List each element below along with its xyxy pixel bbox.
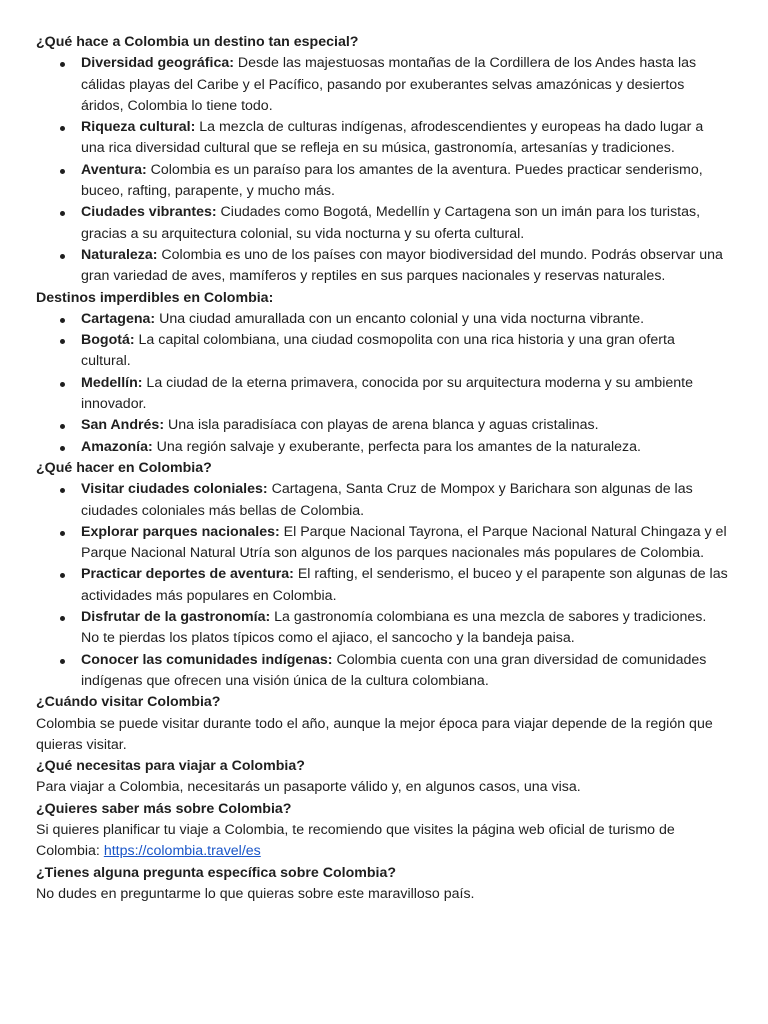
section-heading-destinations: Destinos imperdibles en Colombia:	[36, 289, 274, 306]
list-item	[81, 437, 728, 458]
item-term: Medellín:	[81, 374, 143, 391]
section-heading-special: ¿Qué hace a Colombia un destino tan especial?	[36, 34, 359, 50]
item-term: Riqueza cultural:	[81, 119, 196, 136]
item-term: Disfrutar de la gastronomía:	[81, 609, 271, 626]
item-text: La gastronomía colombiana es una mezcla de sabores y tradiciones. No te pierdas los platos típicos como el ajiaco, el sancocho y la bandeja paisa.	[81, 609, 707, 647]
list-item	[81, 564, 728, 607]
list-item	[81, 202, 728, 245]
item-text: Colombia es un paraíso para los amantes de la aventura. Puedes practicar senderismo, buceo, rafting, parapente, y mucho más.	[81, 161, 703, 200]
list-item	[81, 309, 728, 330]
item-term: Diversidad geográfica:	[81, 55, 234, 72]
list-item	[81, 245, 728, 288]
tourism-website-link[interactable]: https://colombia.travel/es	[103, 843, 261, 860]
more-paragraph	[36, 820, 728, 863]
item-term: Ciudades vibrantes:	[81, 204, 217, 221]
list-item	[81, 117, 728, 160]
activities-list	[36, 479, 728, 692]
item-text: Una región salvaje y exuberante, perfecta para los amantes de la naturaleza.	[152, 438, 641, 455]
destinations-list	[36, 309, 728, 458]
item-term: San Andrés:	[81, 417, 165, 434]
item-term: Conocer las comunidades indígenas:	[81, 651, 333, 668]
item-text: Colombia es uno de los países con mayor biodiversidad del mundo. Podrás observar una gran variedad de aves, mamíferos y reptiles en sus parques nacionales y reservas naturales.	[81, 246, 723, 285]
needs-paragraph: Para viajar a Colombia, necesitarás un pasaporte válido y, en algunos casos, una visa.	[36, 779, 581, 796]
item-text: Cartagena, Santa Cruz de Mompox y Barichara son algunas de las ciudades coloniales más bellas de Colombia.	[81, 481, 693, 519]
more-heading: ¿Quieres saber más sobre Colombia?	[36, 800, 292, 817]
item-text: Ciudades como Bogotá, Medellín y Cartagena son un imán para los turistas, gracias a su arquitectura colonial, su vida nocturna y su oferta cultural.	[81, 204, 701, 242]
item-term: Naturaleza:	[81, 246, 158, 263]
item-text: La capital colombiana, una ciudad cosmopolita con una rica historia y una gran oferta cultural.	[81, 332, 675, 370]
item-term: Amazonía:	[81, 438, 153, 455]
item-text: La ciudad de la eterna primavera, conocida por su arquitectura moderna y su ambiente innovador.	[81, 374, 693, 413]
question-paragraph: No dudes en preguntarme lo que quieras sobre este maravilloso país.	[36, 885, 475, 902]
list-item	[81, 415, 728, 436]
item-term: Aventura:	[81, 161, 147, 178]
item-term: Bogotá:	[81, 332, 135, 349]
when-heading: ¿Cuándo visitar Colombia?	[36, 694, 221, 711]
list-item	[81, 330, 728, 373]
question-heading: ¿Tienes alguna pregunta específica sobre Colombia?	[36, 864, 397, 881]
list-item	[81, 373, 728, 416]
list-item	[81, 607, 728, 650]
more-text: Si quieres planificar tu viaje a Colombia, te recomiendo que visites la página web oficial de turismo de Colombia:	[36, 821, 675, 860]
item-term: Practicar deportes de aventura:	[81, 566, 294, 583]
list-item	[81, 160, 728, 203]
item-term: Visitar ciudades coloniales:	[81, 481, 268, 498]
item-text: Una ciudad amurallada con un encanto colonial y una vida nocturna vibrante.	[155, 310, 645, 327]
item-text: Desde las majestuosas montañas de la Cordillera de los Andes hasta las cálidas playas del Caribe y el Pacífico, pasando por exuberantes selvas amazónicas y desiertos áridos, Colombia lo tiene todo.	[81, 55, 697, 114]
item-term: Cartagena:	[81, 310, 156, 327]
item-term: Explorar parques nacionales:	[81, 523, 280, 540]
list-item	[81, 650, 728, 693]
item-text: El Parque Nacional Tayrona, el Parque Nacional Natural Chingaza y el Parque Nacional Natural Utría son algunos de los parques nacionales más populares de Colombia.	[81, 523, 727, 562]
list-item	[81, 53, 728, 117]
item-text: Una isla paradisíaca con playas de arena blanca y aguas cristalinas.	[164, 417, 599, 434]
needs-heading: ¿Qué necesitas para viajar a Colombia?	[36, 758, 305, 775]
when-paragraph: Colombia se puede visitar durante todo el año, aunque la mejor época para viajar depende de la región que quieras visitar.	[36, 715, 713, 753]
item-text: Colombia cuenta con una gran diversidad de comunidades indígenas que ofrecen una visión única de la cultura colombiana.	[81, 651, 707, 689]
special-list	[36, 53, 728, 287]
item-text: El rafting, el senderismo, el buceo y el parapente son algunas de las actividades más populares en Colombia.	[81, 566, 728, 604]
list-item	[81, 522, 728, 565]
list-item	[81, 479, 728, 522]
section-heading-activities: ¿Qué hacer en Colombia?	[36, 459, 212, 476]
item-text: La mezcla de culturas indígenas, afrodescendientes y europeas ha dado lugar a una rica diversidad cultural que se refleja en su música, gastronomía, artesanías y tradiciones.	[81, 119, 704, 157]
